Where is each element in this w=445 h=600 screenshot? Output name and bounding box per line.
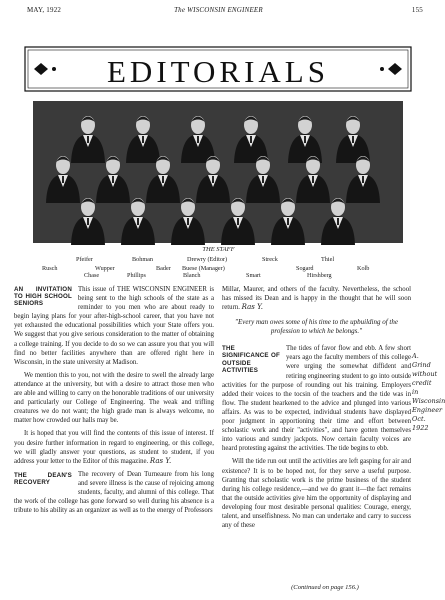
editor-signature: Ras Y. [241,303,264,312]
editor-signature: Ras Y. [149,456,172,465]
staff-names [0,256,437,278]
handwritten-margin-note: A. Grind without credit in Wisconsin Engineer Oct. 1922 [412,352,445,432]
staff-name: Kolb [357,265,370,272]
staff-name: Phillips [127,272,146,279]
invitation-paragraph: This issue of THE WISCONSIN ENGINEER is being sent to the high schools of the state as a reminder to you men who are about ready to begin laying plans for your after-high-school career, that you have not yet exhausted the educational possibilities which your State offers you. We suggest that you give serious consideration to the matter of obtaining a college training. If you decide to do so we can assure you that you will find no better facilities anywhere than are offered right here in Wisconsin, in the state university at Madison. [14,286,214,366]
invitation-paragraph: We mention this to you, not with the desire to swell the already large attendance at the university, but with a desire to attract those men who are able and willing to carry on the honorable traditions of our university and particularly our College of Engineering. The weak and trifling creatures we do not want; the high grade man is always welcome, no matter how crowded our halls may be. [14,371,214,425]
activities-paragraph: Will the tide run out until the activities are left gasping for air and existence? It is to be hoped not, for they serve a useful purpose. Granting that scholastic work is the prime business of the student during his college residence,—and we do grant it—the fact remains that the outside activities give him the opportunity of displaying and developing four most desirable personal qualities: Courage, energy, talent, and unselfishness. No man can undertake and carry to success any of these [222,458,411,530]
staff-name: Bohman [132,256,153,263]
left-column [14,285,214,519]
continued-note: (Continued on page 156.) [291,584,359,591]
staff-name: Bader [156,265,171,272]
header-journal-title: The WISCONSIN ENGINEER [174,6,263,14]
staff-name: Blanch [183,272,201,279]
staff-name: Streck [262,256,278,263]
header-page-number: 155 [411,6,423,14]
section-heading-activities: THE SIGNIFICANCE OF OUTSIDE ACTIVITIES [222,345,280,374]
photo-caption: THE STAFF [202,246,235,253]
staff-name: Wupper [95,265,115,272]
staff-name: Thiel [321,256,335,263]
pull-quote: "Every man owes some of his time to the upbuilding of the profession to which he belongs." [235,318,398,336]
staff-name: Rusch [42,265,58,272]
dean-paragraph-text: Millar, Maurer, and others of the faculty. Nevertheless, the school has missed its Dean and is happy in the thought that he will soon return. [222,286,411,312]
banner-title: EDITORIALS [107,54,329,89]
header-date: MAY, 1922 [27,6,62,14]
staff-name: Smart [246,272,261,279]
staff-name: Sogard [296,265,314,272]
activities-paragraph: The tides of favor flow and ebb. A few short years ago the faculty members of this college were urging the somewhat diffident and retiring engineering student to go into outside activities for the purpose of rounding out his training. Employers added their voices to the tocsin of the teachers and the tide was in flow. The student hearkened to the advice and plunged into various affairs. As was to be expected, individual students have displayed poor judgment in apportioning their time and effort between scholastic work and their "activities", and have gotten themselves into various and sundry jackpots. Now certain faculty voices are heard protesting against the activities. The tide begins to ebb. [222,345,411,453]
staff-name: Buese (Manager) [182,265,225,272]
staff-name: Drewry (Editor) [187,256,228,263]
invitation-paragraph [14,429,214,465]
staff-name: Chase [84,272,100,279]
editorials-banner [24,46,412,92]
dean-paragraph: The recovery of Dean Turneaure from his long and severe illness is the cause of rejoicing among students, faculty, and alumni of this college. That the work of the college has gone forward so well during his absence is a tribute to his ability as an organizer as well as to the energy of Professors [14,470,214,515]
section-heading-dean: THE DEAN'S RECOVERY [14,471,72,486]
staff-name: Hirshberg [307,272,332,279]
staff-photo-image [33,101,403,243]
invitation-paragraph-text: It is hoped that you will find the contents of this issue of interest. If you desire further information in regard to engineering, or this college, we will gladly answer your questions, as student to student, if you address your letter to the Editor of this magazine. [14,430,214,465]
staff-name: Pfeifer [76,256,93,263]
right-column [222,285,411,534]
staff-photo [33,101,403,243]
section-heading-invitation: AN INVITATION TO HIGH SCHOOL SENIORS [14,286,72,308]
dean-paragraph-continued [222,285,411,312]
